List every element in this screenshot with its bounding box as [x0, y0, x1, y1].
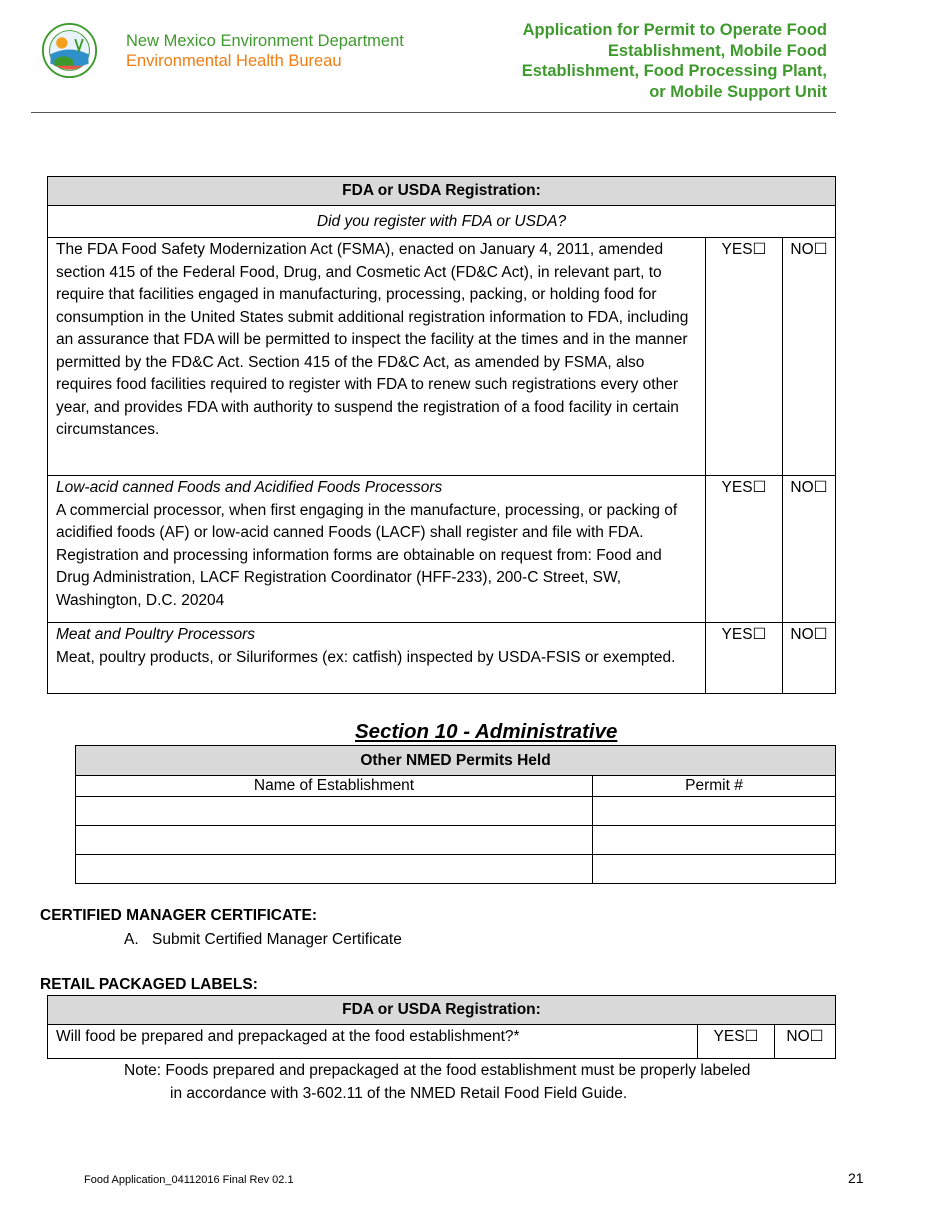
list-marker: A. — [124, 931, 139, 948]
column-header-name: Name of Establishment — [76, 776, 593, 797]
meat-poultry-description: Meat, poultry products, or Siluriformes (ex: catfish) inspected by USDA-FSIS or exempted. — [56, 648, 676, 666]
prepackaged-no-checkbox[interactable]: NO☐ — [775, 1025, 836, 1059]
nmed-seal-logo — [41, 22, 98, 79]
section-10-title: Section 10 - Administrative — [355, 720, 618, 743]
table-row — [76, 826, 836, 855]
department-name: New Mexico Environment Department — [126, 32, 404, 50]
establishment-name-field[interactable] — [76, 826, 593, 855]
table-row — [48, 238, 836, 476]
nmed-permits-table — [75, 745, 836, 884]
lacf-yes-checkbox[interactable]: YES☐ — [706, 476, 783, 623]
meat-poultry-title: Meat and Poultry Processors — [56, 626, 256, 643]
lacf-description: A commercial processor, when first engaging in the manufacture, processing, or packing of acidified foods (AF) or low-acid canned Foods (LACF) shall register and file with FDA. Registration and processing information forms are obtainable on request from: Food and Drug Administration, LACF Registration Coordinator (HFF-233), 200-C Street, SW, Washington, D.C. 20204 — [56, 501, 678, 609]
table-row — [48, 1025, 836, 1059]
prepackaged-yes-checkbox[interactable]: YES☐ — [698, 1025, 775, 1059]
meat-poultry-no-checkbox[interactable]: NO☐ — [783, 623, 836, 694]
lacf-title: Low-acid canned Foods and Acidified Foods Processors — [56, 479, 443, 496]
application-title: Application for Permit to Operate Food Establishment, Mobile Food Establishment, Food Processing Plant, or Mobile Support Unit — [521, 21, 827, 101]
column-header-permit: Permit # — [593, 776, 836, 797]
table-heading: FDA or USDA Registration: — [48, 177, 836, 206]
list-item-text: Submit Certified Manager Certificate — [152, 931, 402, 948]
permit-number-field[interactable] — [593, 797, 836, 826]
table-row — [48, 623, 836, 694]
fsma-yes-checkbox[interactable]: YES☐ — [706, 238, 783, 476]
retail-labels-heading: RETAIL PACKAGED LABELS: — [40, 976, 258, 993]
table-row — [76, 855, 836, 884]
establishment-name-field[interactable] — [76, 855, 593, 884]
registration-question: Did you register with FDA or USDA? — [48, 206, 836, 238]
fsma-description: The FDA Food Safety Modernization Act (FSMA), enacted on January 4, 2011, amended section 415 of the Federal Food, Drug, and Cosmetic Act (FD&C Act), in relevant part, to require that facilities engaged in manufacturing, processing, packing, or holding food for consumption in the United States submit additional registration information to FDA, including an assurance that FDA will be permitted to inspect the facility at the times and in the manner permitted by the FD&C Act. Section 415 of the FD&C Act, as amended by FSMA, also requires food facilities required to register with FDA to renew such registrations every other year, and provides FDA with authority to suspend the registration of a food facility in certain circumstances. — [48, 238, 706, 476]
prepackaged-question: Will food be prepared and prepackaged at the food establishment?* — [48, 1025, 698, 1059]
page-number: 21 — [848, 1170, 864, 1186]
fsma-no-checkbox[interactable]: NO☐ — [783, 238, 836, 476]
certified-manager-heading: CERTIFIED MANAGER CERTIFICATE: — [40, 907, 317, 924]
establishment-name-field[interactable] — [76, 797, 593, 826]
table-row — [48, 476, 836, 623]
permits-heading: Other NMED Permits Held — [76, 746, 836, 776]
table-heading: FDA or USDA Registration: — [48, 996, 836, 1025]
fda-usda-registration-table — [47, 176, 836, 694]
table-row — [76, 797, 836, 826]
permit-number-field[interactable] — [593, 855, 836, 884]
bureau-name: Environmental Health Bureau — [126, 52, 342, 70]
header-divider — [31, 112, 836, 113]
labeling-note: Note: Foods prepared and prepackaged at the food establishment must be properly labeled in accordance with 3-602.11 of the NMED Retail Food Field Guide. — [124, 1062, 751, 1102]
meat-poultry-yes-checkbox[interactable]: YES☐ — [706, 623, 783, 694]
certified-manager-item — [124, 930, 402, 950]
footer-doc-id: Food Application_04112016 Final Rev 02.1 — [84, 1174, 294, 1186]
retail-labels-table — [47, 995, 836, 1059]
permit-number-field[interactable] — [593, 826, 836, 855]
lacf-no-checkbox[interactable]: NO☐ — [783, 476, 836, 623]
